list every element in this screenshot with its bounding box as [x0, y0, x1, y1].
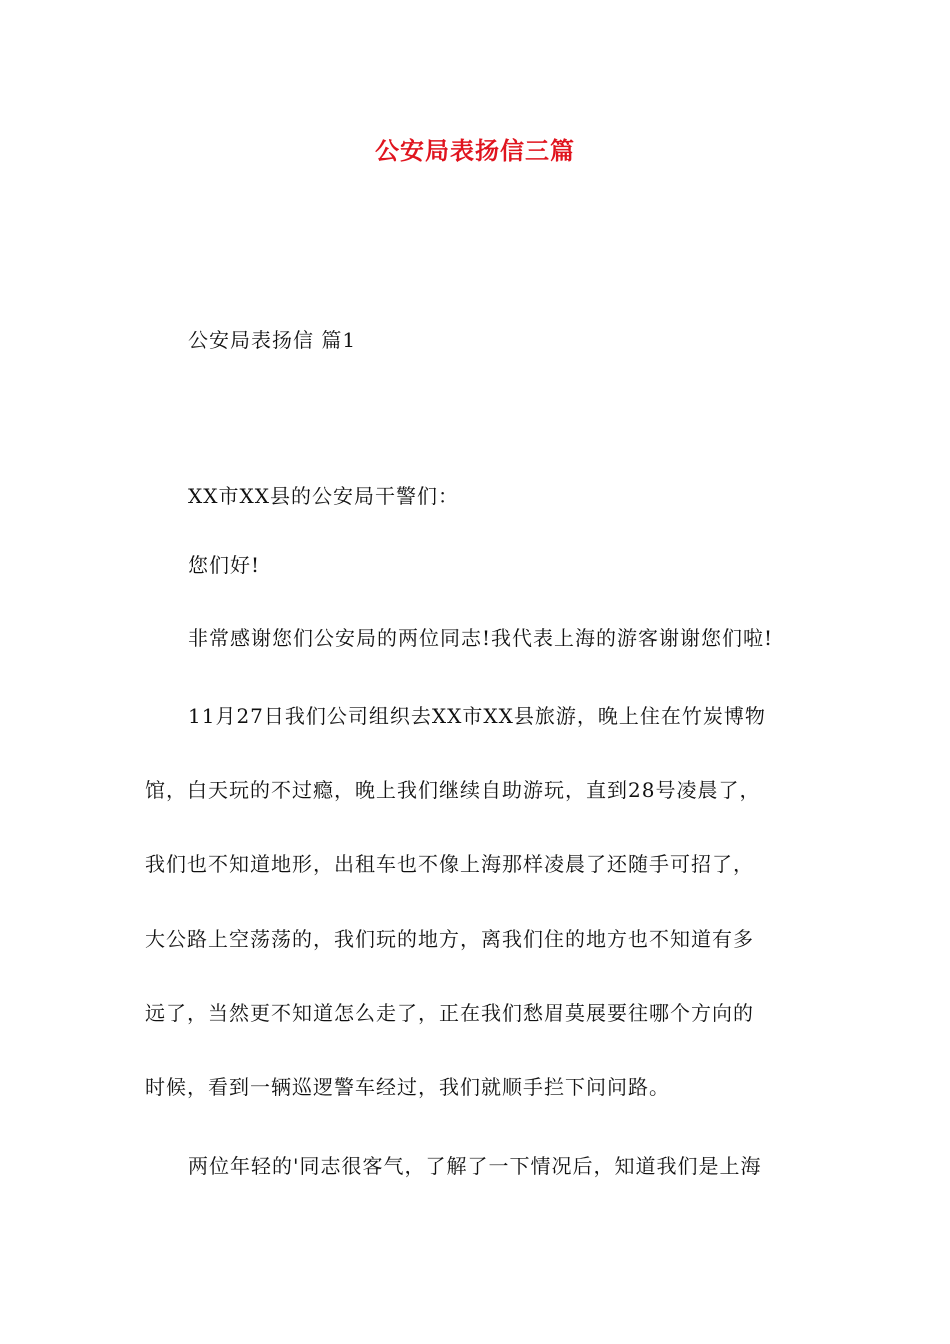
paragraph-2-line-5: 远了，当然更不知道怎么走了，正在我们愁眉莫展要往哪个方向的 [145, 1001, 754, 1025]
salutation: XX市XX县的公安局干警们： [188, 484, 459, 508]
paragraph-2-line-3: 我们也不知道地形，出租车也不像上海那样凌晨了还随手可招了， [145, 852, 754, 876]
greeting: 您们好! [188, 553, 261, 577]
paragraph-2-line-1: 11月27日我们公司组织去XX市XX县旅游，晚上住在竹炭博物 [188, 704, 766, 728]
paragraph-3-line-1: 两位年轻的'同志很客气，了解了一下情况后，知道我们是上海 [188, 1154, 762, 1178]
paragraph-1-line-1: 非常感谢您们公安局的两位同志!我代表上海的游客谢谢您们啦! [188, 626, 774, 650]
paragraph-2-line-2: 馆，白天玩的不过瘾，晚上我们继续自助游玩，直到28号凌晨了， [145, 778, 761, 802]
section-heading: 公安局表扬信 篇1 [188, 328, 357, 352]
paragraph-2-line-4: 大公路上空荡荡的，我们玩的地方，离我们住的地方也不知道有多 [145, 927, 754, 951]
document-title: 公安局表扬信三篇 [375, 136, 575, 165]
paragraph-2-line-6: 时候，看到一辆巡逻警车经过，我们就顺手拦下问问路。 [145, 1075, 670, 1099]
